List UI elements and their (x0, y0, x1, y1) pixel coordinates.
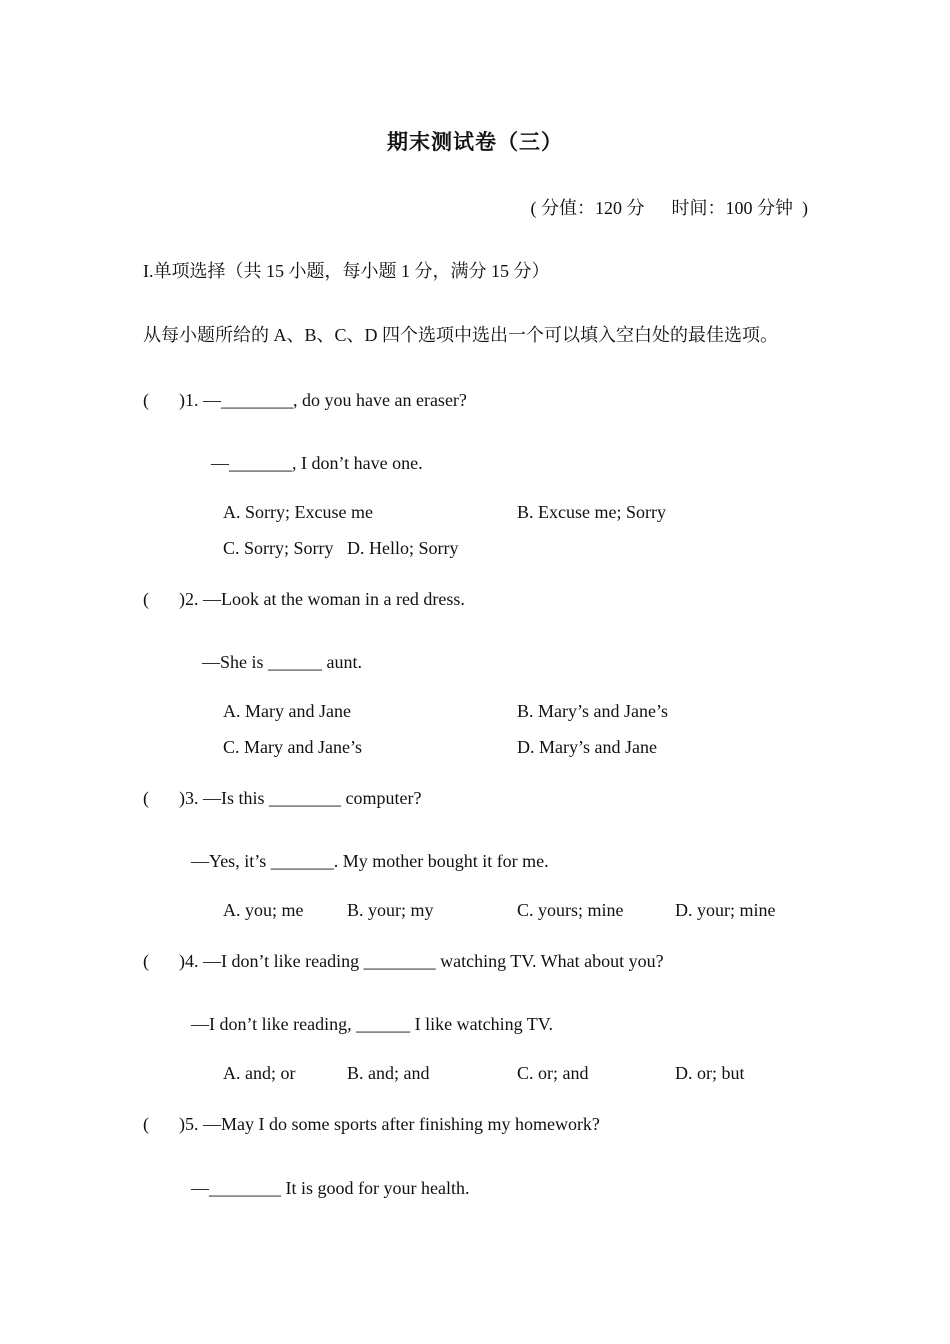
question-stem: )5. —May I do some sports after finishing my homework? (179, 1114, 600, 1134)
question-reply: —I don’t like reading, ______ I like watching TV. (191, 1014, 553, 1034)
option-b: B. and; and (347, 1063, 430, 1083)
option-a: A. and; or (223, 1063, 296, 1083)
question-reply: —________ It is good for your health. (191, 1178, 470, 1198)
option-c: C. Mary and Jane’s (223, 737, 362, 757)
option-a: A. you; me (223, 900, 304, 920)
question-stem: )2. —Look at the woman in a red dress. (179, 589, 465, 609)
page-title: 期末测试卷（三） (387, 130, 563, 154)
question-stem: )1. —________, do you have an eraser? (179, 390, 467, 410)
option-d: D. your; mine (675, 900, 776, 920)
option-c: C. or; and (517, 1063, 589, 1083)
option-a: A. Sorry; Excuse me (223, 502, 373, 522)
option-d: D. Mary’s and Jane (517, 737, 657, 757)
question-reply: —She is ______ aunt. (202, 652, 362, 672)
option-c: C. Sorry; Sorry (223, 538, 334, 558)
option-b: B. your; my (347, 900, 434, 920)
answer-bracket: ( (143, 589, 149, 609)
option-b: B. Excuse me; Sorry (517, 502, 666, 522)
option-d: D. or; but (675, 1063, 745, 1083)
question-stem: )3. —Is this ________ computer? (179, 788, 422, 808)
score-time-info: ( 分值：120 分 时间：100 分钟 ) (530, 198, 808, 218)
section-heading: I.单项选择（共 15 小题，每小题 1 分，满分 15 分） (143, 261, 550, 281)
answer-bracket: ( (143, 788, 149, 808)
question-stem: )4. —I don’t like reading ________ watching TV. What about you? (179, 951, 664, 971)
answer-bracket: ( (143, 390, 149, 410)
option-c: C. yours; mine (517, 900, 624, 920)
option-b: B. Mary’s and Jane’s (517, 701, 668, 721)
answer-bracket: ( (143, 1114, 149, 1134)
option-d: D. Hello; Sorry (347, 538, 459, 558)
answer-bracket: ( (143, 951, 149, 971)
question-reply: —_______, I don’t have one. (211, 453, 423, 473)
option-a: A. Mary and Jane (223, 701, 351, 721)
section-instruction: 从每小题所给的 A、B、C、D 四个选项中选出一个可以填入空白处的最佳选项。 (143, 325, 779, 345)
question-reply: —Yes, it’s _______. My mother bought it for me. (191, 851, 549, 871)
